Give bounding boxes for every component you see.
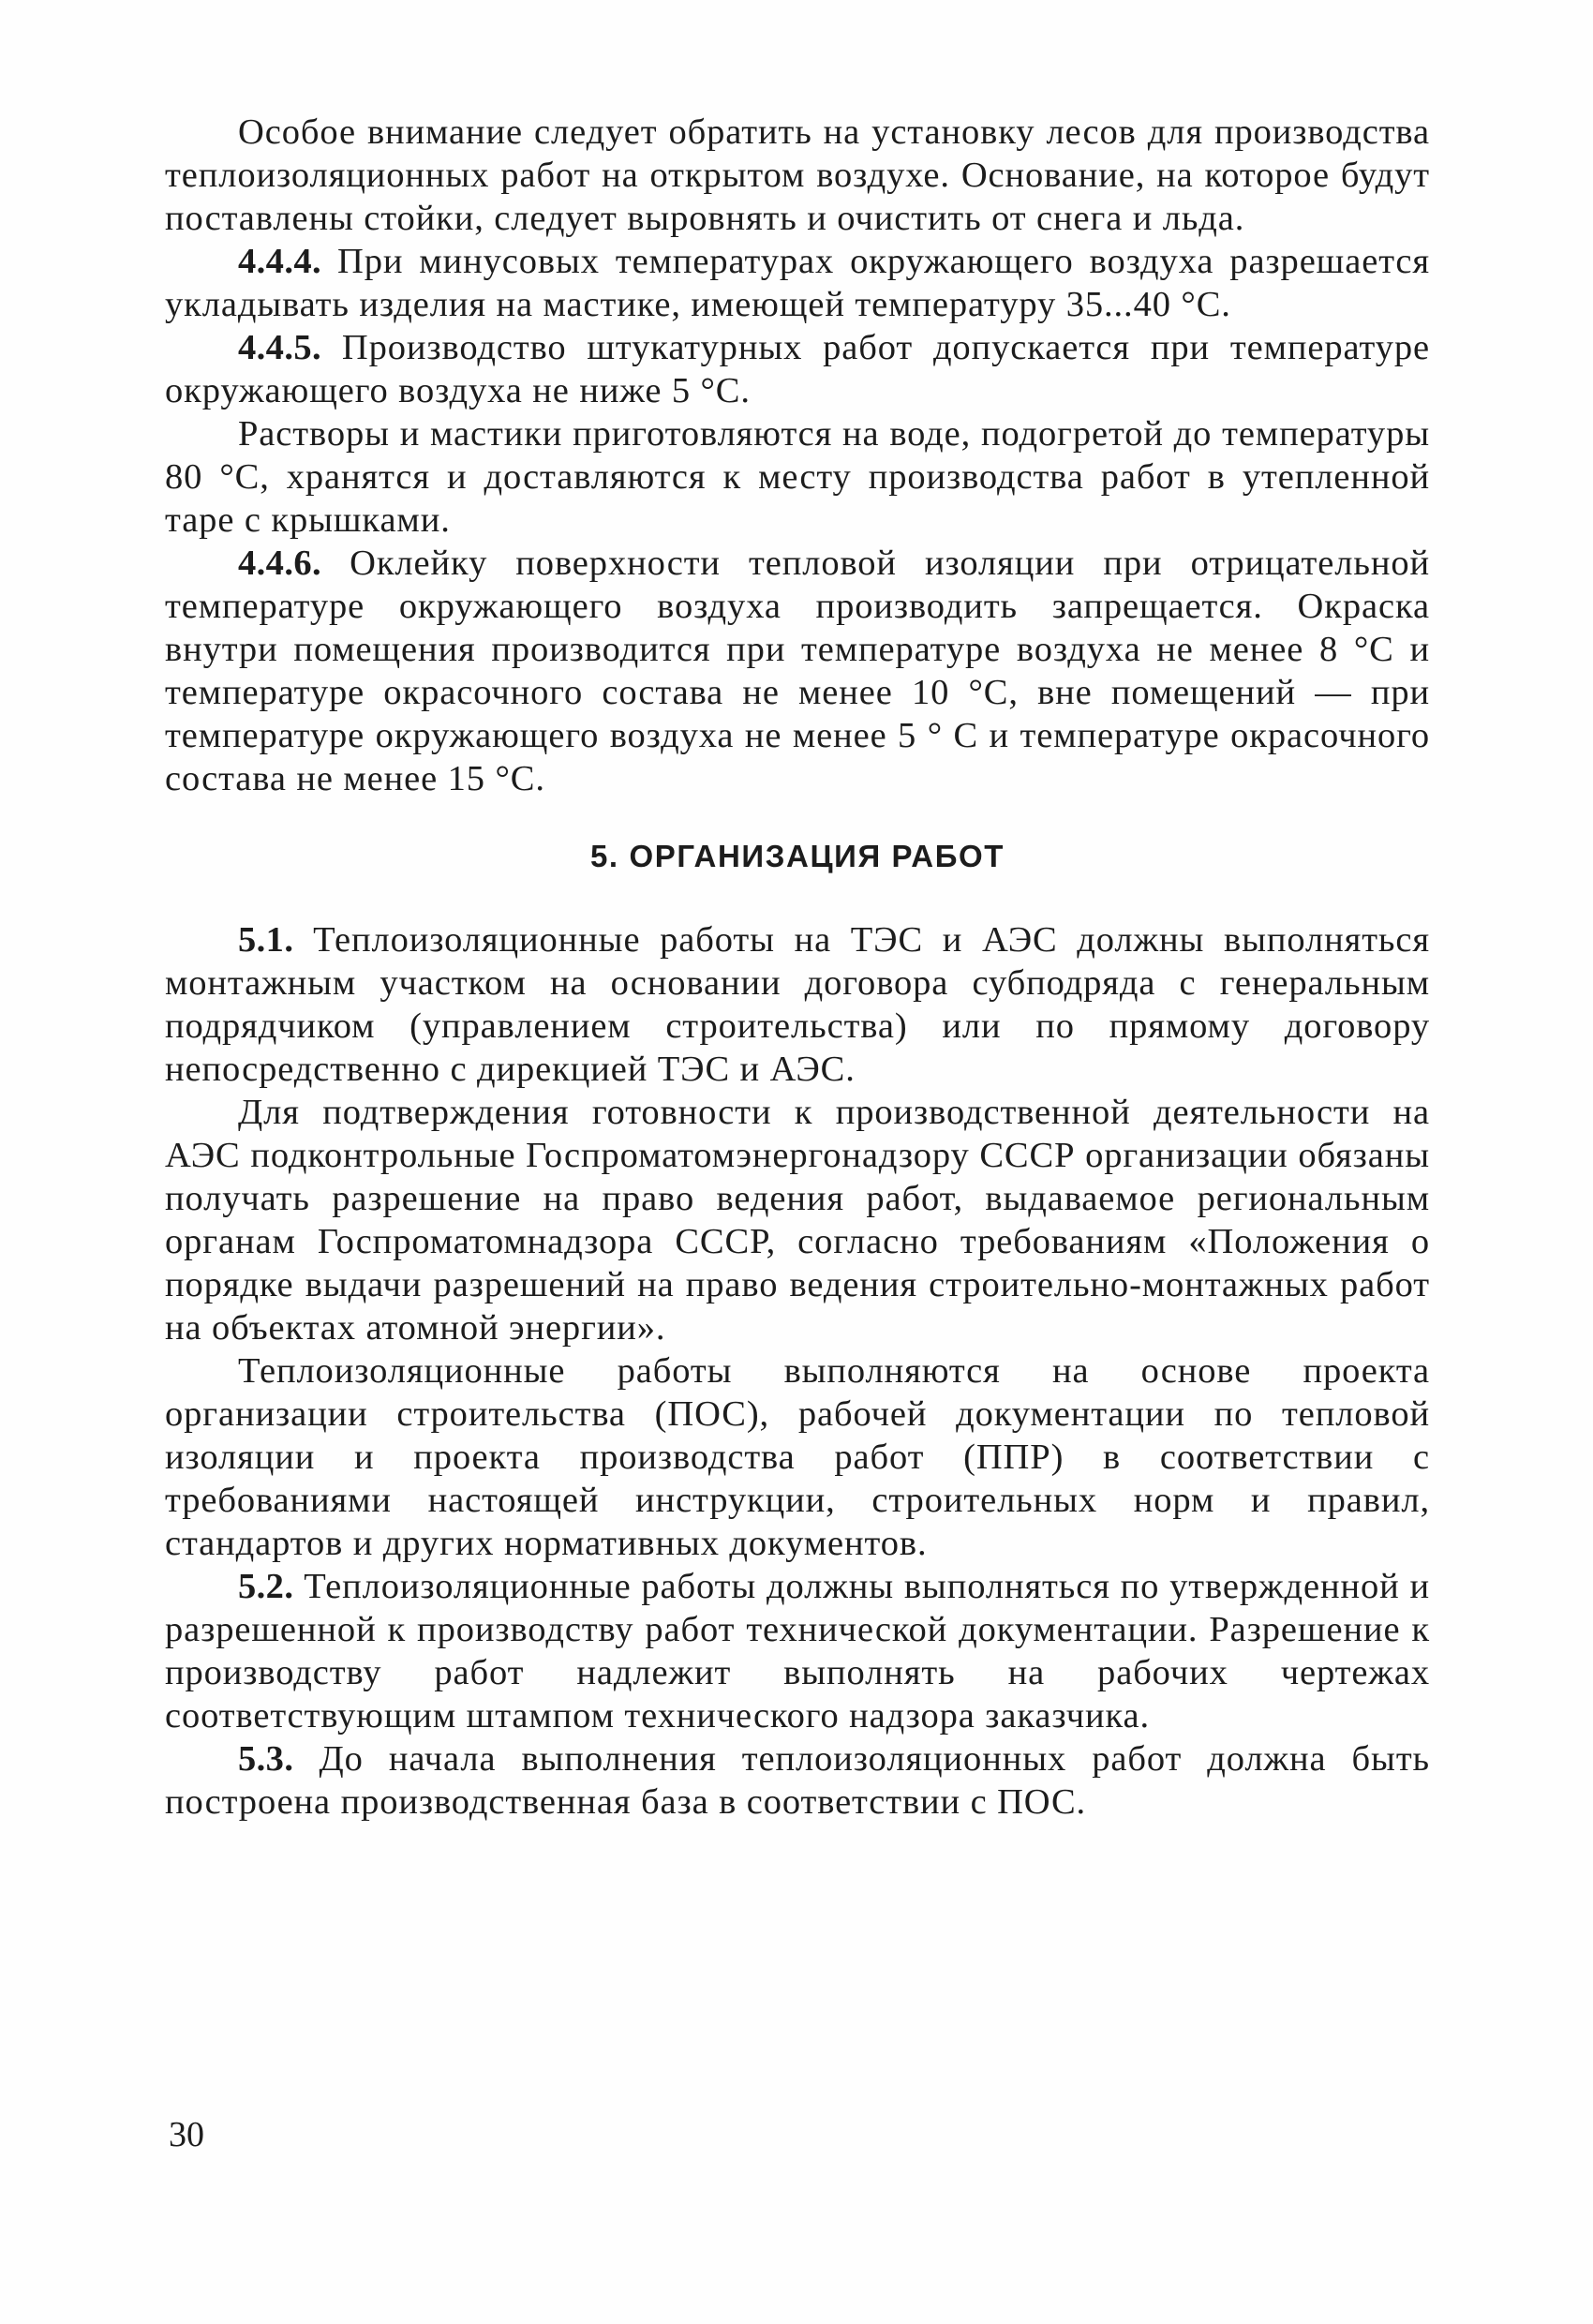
- clause-number: 4.4.4.: [238, 242, 322, 281]
- clause-4-4-5: [165, 326, 1430, 412]
- clause-text: Теплоизоляционные работы должны выполняться по утвержденной и разрешенной к производству работ технической документации. Разрешение к производству работ надлежит выполнять на рабочих чертежах соответствующим штампом технического надзора заказчика.: [165, 1567, 1430, 1736]
- clause-4-4-6: [165, 542, 1430, 800]
- clause-5-2: [165, 1565, 1430, 1737]
- clause-text: При минусовых температурах окружающего воздуха разрешается укладывать изделия на мастике, имеющей температуру 35...40 °С.: [165, 242, 1430, 324]
- paragraph-text: Растворы и мастики приготовляются на воде, подогретой до температуры 80 °С, хранятся и доставляются к месту производства работ в утепленной таре с крышками.: [165, 414, 1430, 540]
- paragraph-solutions: [165, 412, 1430, 542]
- paragraph-scaffolding: [165, 111, 1430, 240]
- clause-4-4-4: [165, 240, 1430, 326]
- clause-5-1: [165, 918, 1430, 1091]
- clause-text: Оклейку поверхности тепловой изоляции при отрицательной температуре окружающего воздуха производить запрещается. Окраска внутри помещения производится при температуре воздуха не менее 8 °С и температуре окрасочного состава не менее 10 °С, вне помещений — при температуре окружающего воздуха не менее 5 ° С и температуре окрасочного состава не менее 15 °С.: [165, 544, 1430, 798]
- clause-number: 5.3.: [238, 1739, 294, 1779]
- paragraph-project-basis: [165, 1349, 1430, 1565]
- clause-text: Производство штукатурных работ допускается при температуре окружающего воздуха не ниже 5 °С.: [165, 328, 1430, 410]
- clause-text: До начала выполнения теплоизоляционных работ должна быть построена производственная база в соответствии с ПОС.: [165, 1739, 1430, 1822]
- clause-text: Теплоизоляционные работы на ТЭС и АЭС должны выполняться монтажным участком на основании договора субподряда с генеральным подрядчиком (управлением строительства) или по прямому договору непосредственно с дирекцией ТЭС и АЭС.: [165, 920, 1430, 1089]
- paragraph-text: Теплоизоляционные работы выполняются на основе проекта организации строительства (ПОС), рабочей документации по тепловой изоляции и проекта производства работ (ППР) в соответствии с требованиями настоящей инструкции, строительных норм и правил, стандартов и других нормативных документов.: [165, 1351, 1430, 1563]
- section-heading: 5. ОРГАНИЗАЦИЯ РАБОТ: [589, 839, 1005, 873]
- clause-number: 5.1.: [238, 920, 294, 960]
- document-page: [165, 111, 1430, 1824]
- clause-number: 5.2.: [238, 1567, 294, 1606]
- paragraph-text: Для подтверждения готовности к производственной деятельности на АЭС подконтрольные Госпроматомэнергонадзору СССР организации обязаны получать разрешение на право ведения работ, выдаваемое региональным органам Госпроматомнадзора СССР, согласно требованиям «Положения о порядке выдачи разрешений на право ведения строительно-монтажных работ на объектах атомной энергии».: [165, 1093, 1430, 1348]
- clause-number: 4.4.6.: [238, 544, 322, 583]
- paragraph-readiness: [165, 1091, 1430, 1349]
- page-number: 30: [169, 2115, 204, 2154]
- clause-5-3: [165, 1737, 1430, 1824]
- clause-number: 4.4.5.: [238, 328, 322, 367]
- paragraph-text: Особое внимание следует обратить на установку лесов для производства теплоизоляционных работ на открытом воздухе. Основание, на которое будут поставлены стойки, следует выровнять и очистить от снега и льда.: [165, 112, 1430, 238]
